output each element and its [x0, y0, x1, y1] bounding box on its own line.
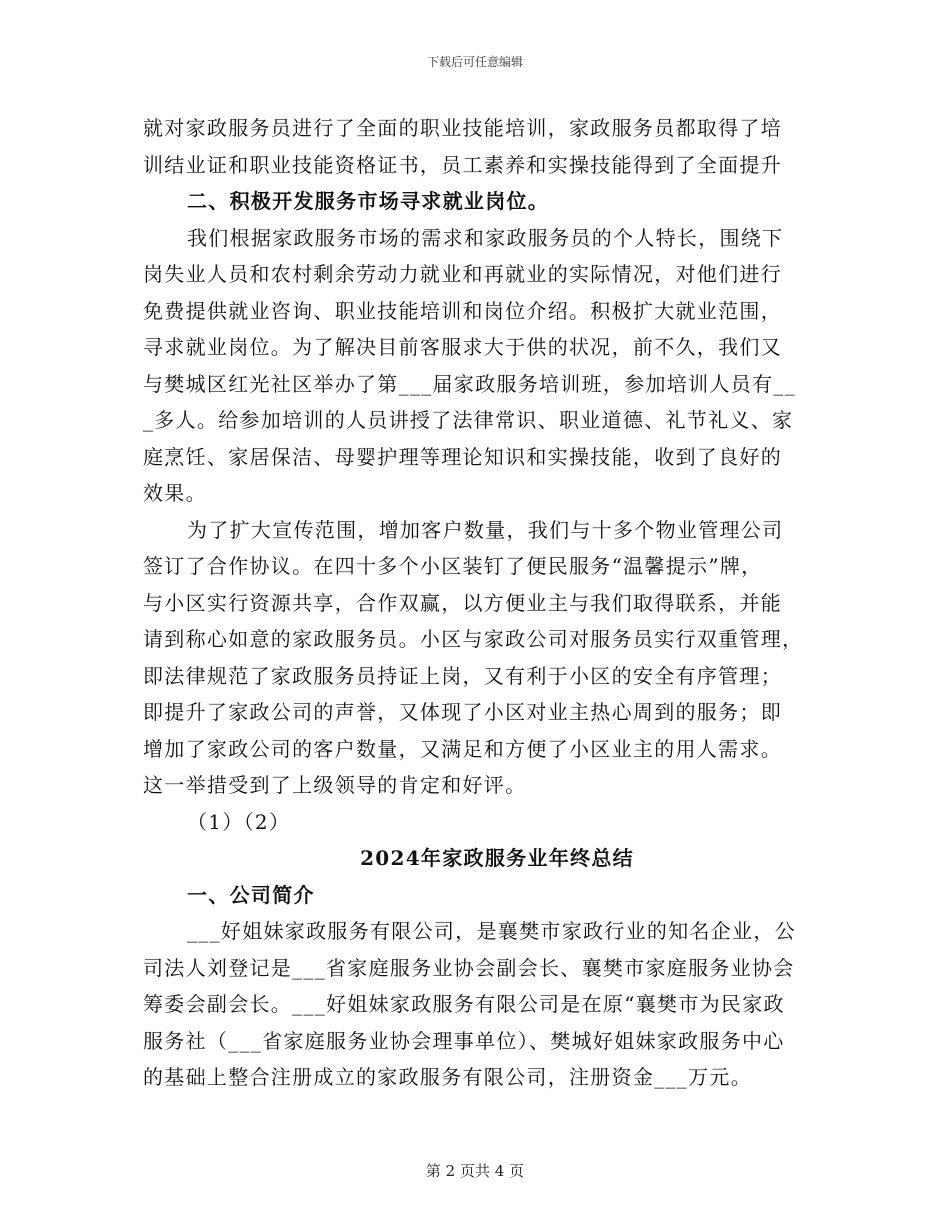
body-line: 我们根据家政服务市场的需求和家政服务员的个人特长，围绕下: [187, 225, 784, 250]
body-line: 免费提供就业咨询、职业技能培训和岗位介绍。积极扩大就业范围，: [143, 298, 782, 323]
body-line: 与樊城区红光社区举办了第___届家政服务培训班，参加培训人员有__: [143, 371, 796, 396]
body-line: 效果。: [143, 481, 207, 505]
body-line: 即法律规范了家政服务员持证上岗，又有利于小区的安全有序管理；: [143, 663, 782, 688]
parts-marker: （1）（2）: [187, 809, 291, 834]
body-line: 训结业证和职业技能资格证书，员工素养和实操技能得到了全面提升: [143, 152, 782, 177]
body-line: 司法人刘登记是___省家庭服务业协会副会长、襄樊市家庭服务业协会: [143, 955, 795, 980]
body-line: 为了扩大宣传范围，增加客户数量，我们与十多个物业管理公司: [187, 517, 784, 542]
body-line: 岗失业人员和农村剩余劳动力就业和再就业的实际情况，对他们进行: [143, 262, 782, 286]
body-line: 的基础上整合注册成立的家政服务有限公司，注册资金___万元。: [143, 1065, 752, 1089]
body-line: 请到称心如意的家政服务员。小区与家政公司对服务员实行双重管理，: [143, 627, 804, 651]
body-line: ___好姐妹家政服务有限公司，是襄樊市家政行业的知名企业，公: [187, 919, 796, 943]
body-line: 寻求就业岗位。为了解决目前客服求大于供的状况，前不久，我们又: [143, 335, 782, 359]
document-body: [143, 110, 811, 1096]
page-footer: 第 2 页共 4 页: [425, 1162, 525, 1180]
body-line: 庭烹饪、家居保洁、母婴护理等理论知识和实操技能，收到了良好的: [143, 444, 782, 469]
body-line: 筹委会副会长。___好姐妹家政服务有限公司是在原“襄樊市为民家政: [143, 992, 785, 1016]
body-line: _多人。给参加培训的人员讲授了法律常识、职业道德、礼节礼义、家: [143, 408, 794, 432]
body-line: 与小区实行资源共享，合作双赢，以方便业主与我们取得联系，并能: [143, 590, 782, 615]
page-header: 下载后可任意编辑: [426, 55, 523, 69]
body-line: 签订了合作协议。在四十多个小区装钉了便民服务“温馨提示”牌，: [143, 554, 763, 578]
body-line: 即提升了家政公司的声誉，又体现了小区对业主热心周到的服务；即: [143, 700, 782, 724]
section-heading: 二、积极开发服务市场寻求就业岗位。: [187, 189, 550, 213]
document-title: 2024年家政服务业年终总结: [360, 846, 634, 870]
section-heading: 一、公司简介: [187, 882, 315, 907]
body-line: 服务社（___省家庭服务业协会理事单位）、樊城好姐妹家政服务中心: [143, 1028, 785, 1053]
body-line: 增加了家政公司的客户数量，又满足和方便了小区业主的用人需求。: [143, 736, 782, 761]
body-line: 这一举措受到了上级领导的肯定和好评。: [143, 773, 527, 797]
body-line: 就对家政服务员进行了全面的职业技能培训，家政服务员都取得了培: [143, 116, 782, 140]
